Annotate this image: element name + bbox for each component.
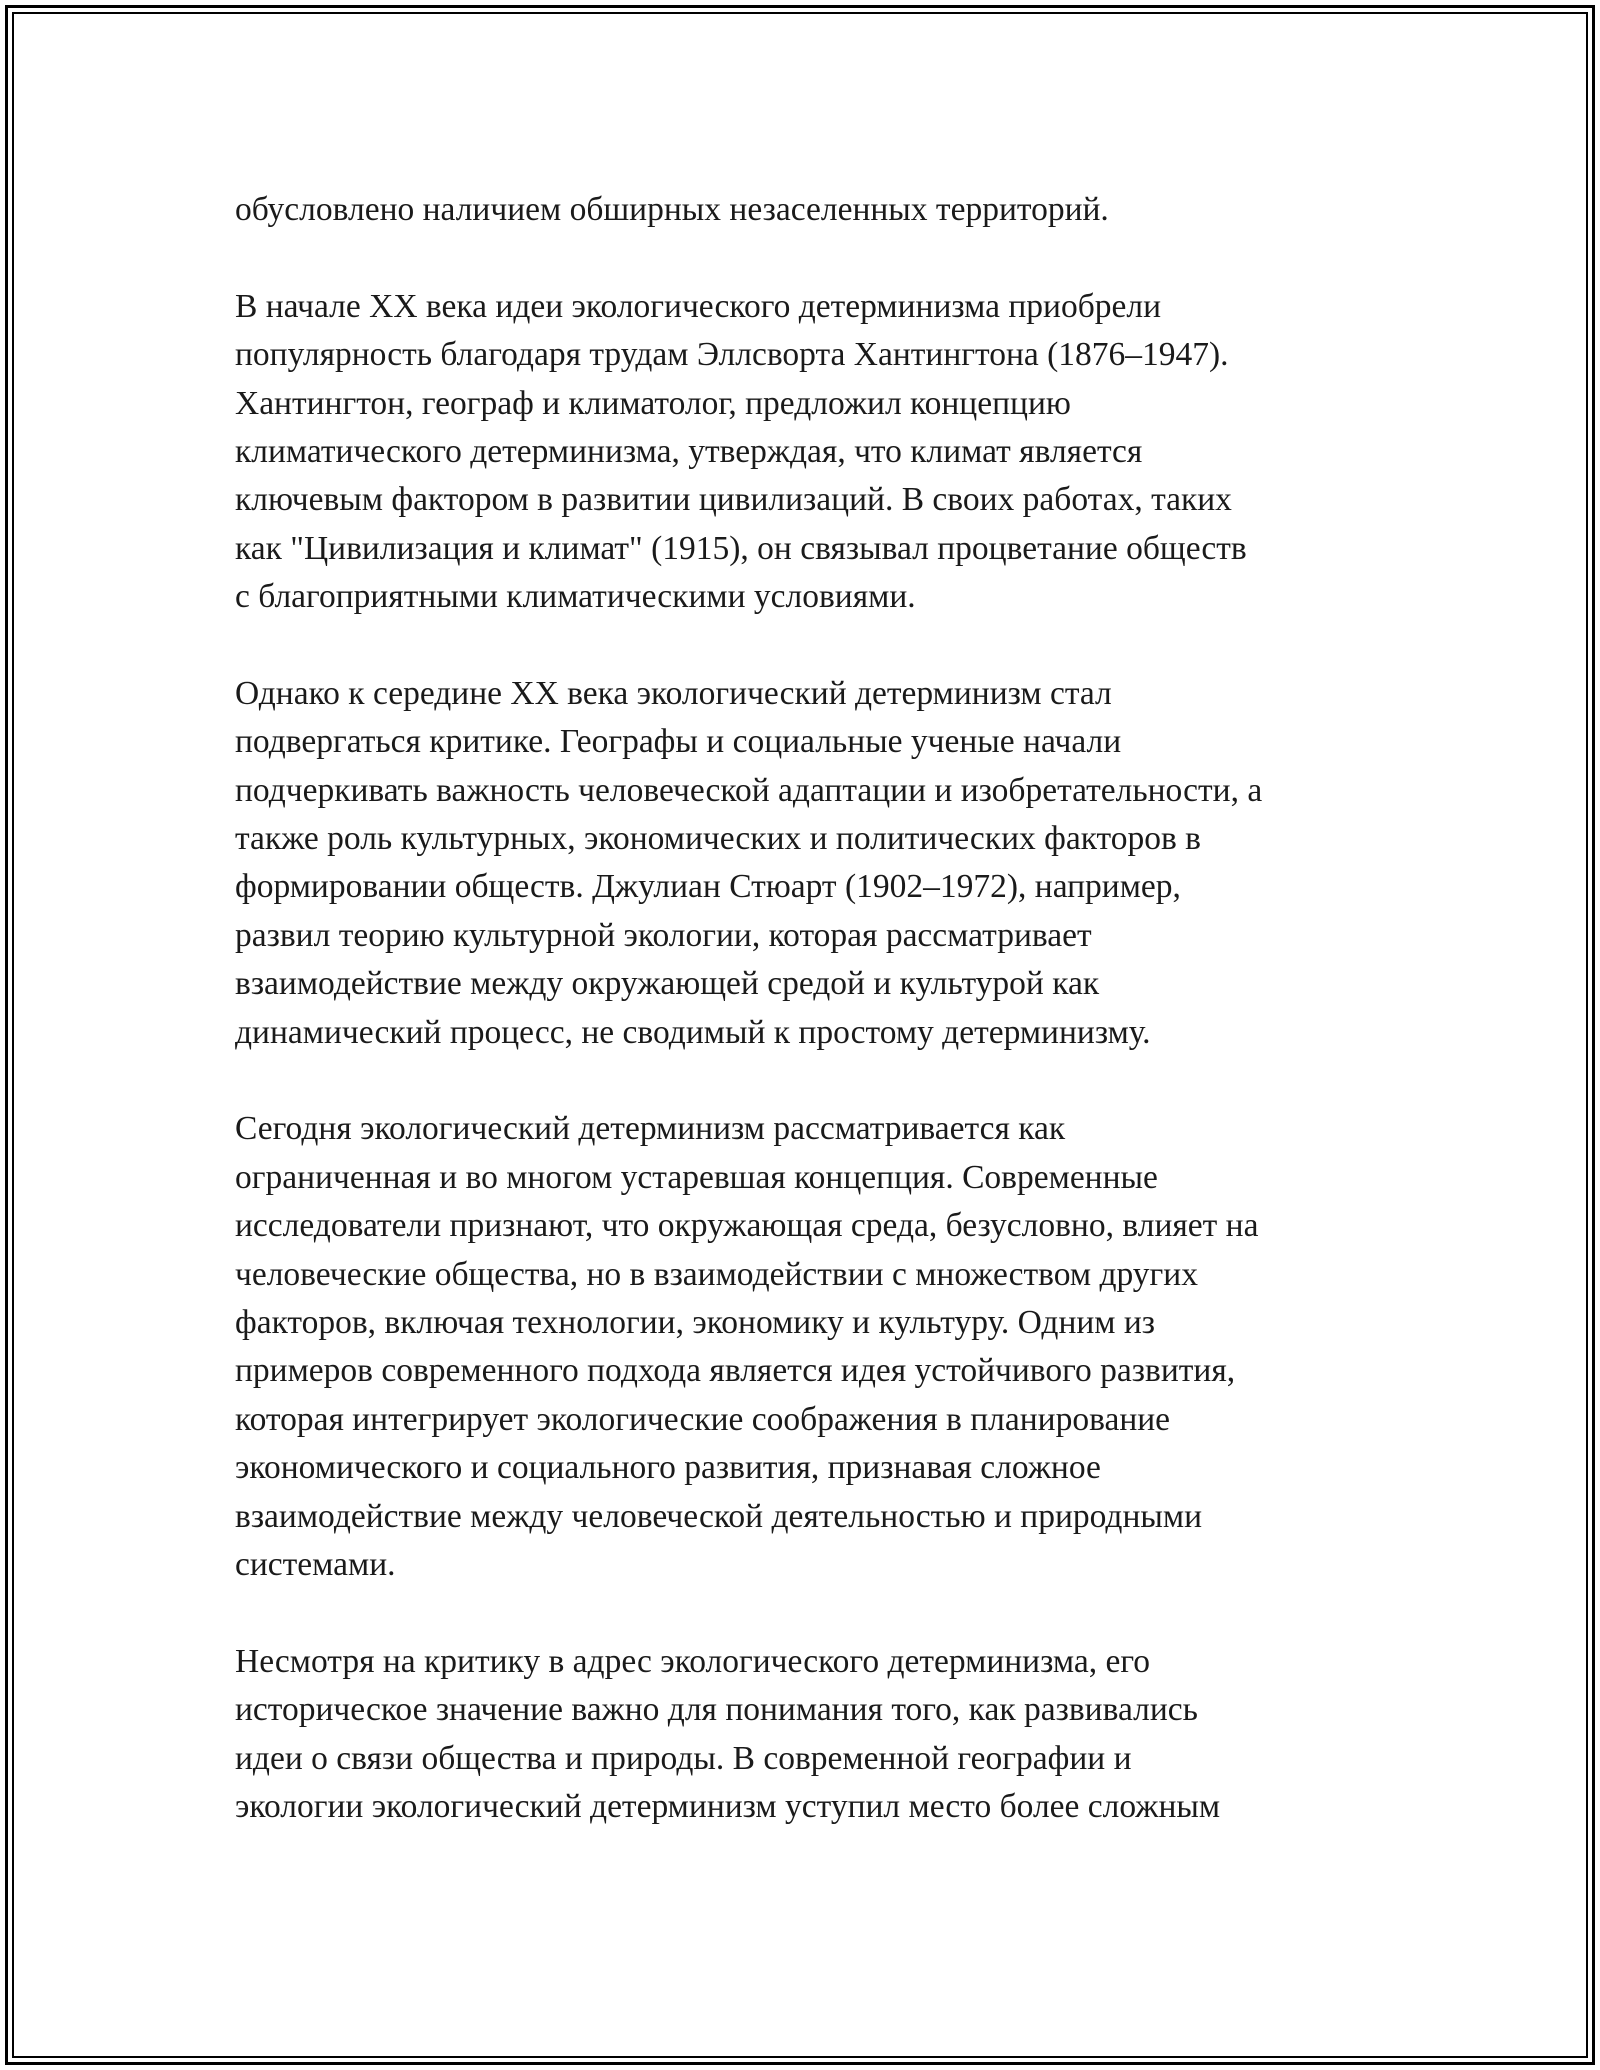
text-line: как "Цивилизация и климат" (1915), он связывал процветание обществ bbox=[235, 529, 1247, 567]
text-line: В начале XX века идеи экологического детерминизма приобрели bbox=[235, 287, 1162, 325]
text-line: примеров современного подхода является идея устойчивого развития, bbox=[235, 1352, 1236, 1390]
text-line: ограниченная и во многом устаревшая концепция. Современные bbox=[235, 1158, 1158, 1196]
text-line: историческое значение важно для понимания того, как развивались bbox=[235, 1691, 1198, 1729]
text-line: идеи о связи общества и природы. В современной географии и bbox=[235, 1739, 1132, 1777]
text-line: исследователи признают, что окружающая среда, безусловно, влияет на bbox=[235, 1207, 1259, 1245]
text-line: взаимодействие между окружающей средой и культурой как bbox=[235, 965, 1100, 1003]
text-line: Хантингтон, географ и климатолог, предложил концепцию bbox=[235, 384, 1071, 422]
text-line: человеческие общества, но в взаимодействии с множеством других bbox=[235, 1255, 1198, 1293]
paragraph bbox=[235, 670, 1415, 1057]
text-line: динамический процесс, не сводимый к простому детерминизму. bbox=[235, 1013, 1151, 1051]
paragraph bbox=[235, 1638, 1415, 1832]
text-line: факторов, включая технологии, экономику и культуру. Одним из bbox=[235, 1303, 1156, 1341]
text-line: обусловлено наличием обширных незаселенных территорий. bbox=[235, 191, 1109, 228]
text-line: экономического и социального развития, признавая сложное bbox=[235, 1449, 1101, 1487]
text-line: ключевым фактором в развитии цивилизаций. В своих работах, таких bbox=[235, 481, 1232, 519]
text-line: которая интегрирует экологические соображения в планирование bbox=[235, 1400, 1171, 1438]
paragraph bbox=[235, 283, 1415, 622]
text-line: экологии экологический детерминизм уступил место более сложным bbox=[235, 1787, 1221, 1825]
text-line: климатического детерминизма, утверждая, что климат является bbox=[235, 432, 1143, 470]
document-body bbox=[235, 186, 1415, 1831]
paragraph bbox=[235, 1105, 1415, 1589]
text-line: Сегодня экологический детерминизм рассматривается как bbox=[235, 1110, 1066, 1148]
text-line: взаимодействие между человеческой деятельностью и природными bbox=[235, 1497, 1203, 1535]
text-line: развил теорию культурной экологии, которая рассматривает bbox=[235, 916, 1092, 954]
text-line: формировании обществ. Джулиан Стюарт (1902–1972), например, bbox=[235, 868, 1181, 906]
text-line: системами. bbox=[235, 1545, 396, 1583]
text-line: с благоприятными климатическими условиями. bbox=[235, 578, 916, 616]
text-line: подчеркивать важность человеческой адаптации и изобретательности, а bbox=[235, 771, 1263, 809]
text-line: также роль культурных, экономических и политических факторов в bbox=[235, 820, 1201, 858]
text-line: популярность благодаря трудам Эллсворта Хантингтона (1876–1947). bbox=[235, 336, 1229, 374]
text-line: подвергаться критике. Географы и социальные ученые начали bbox=[235, 723, 1122, 761]
text-line: Однако к середине XX века экологический детерминизм стал bbox=[235, 674, 1112, 712]
paragraph bbox=[235, 186, 1415, 234]
text-line: Несмотря на критику в адрес экологического детерминизма, его bbox=[235, 1642, 1150, 1680]
